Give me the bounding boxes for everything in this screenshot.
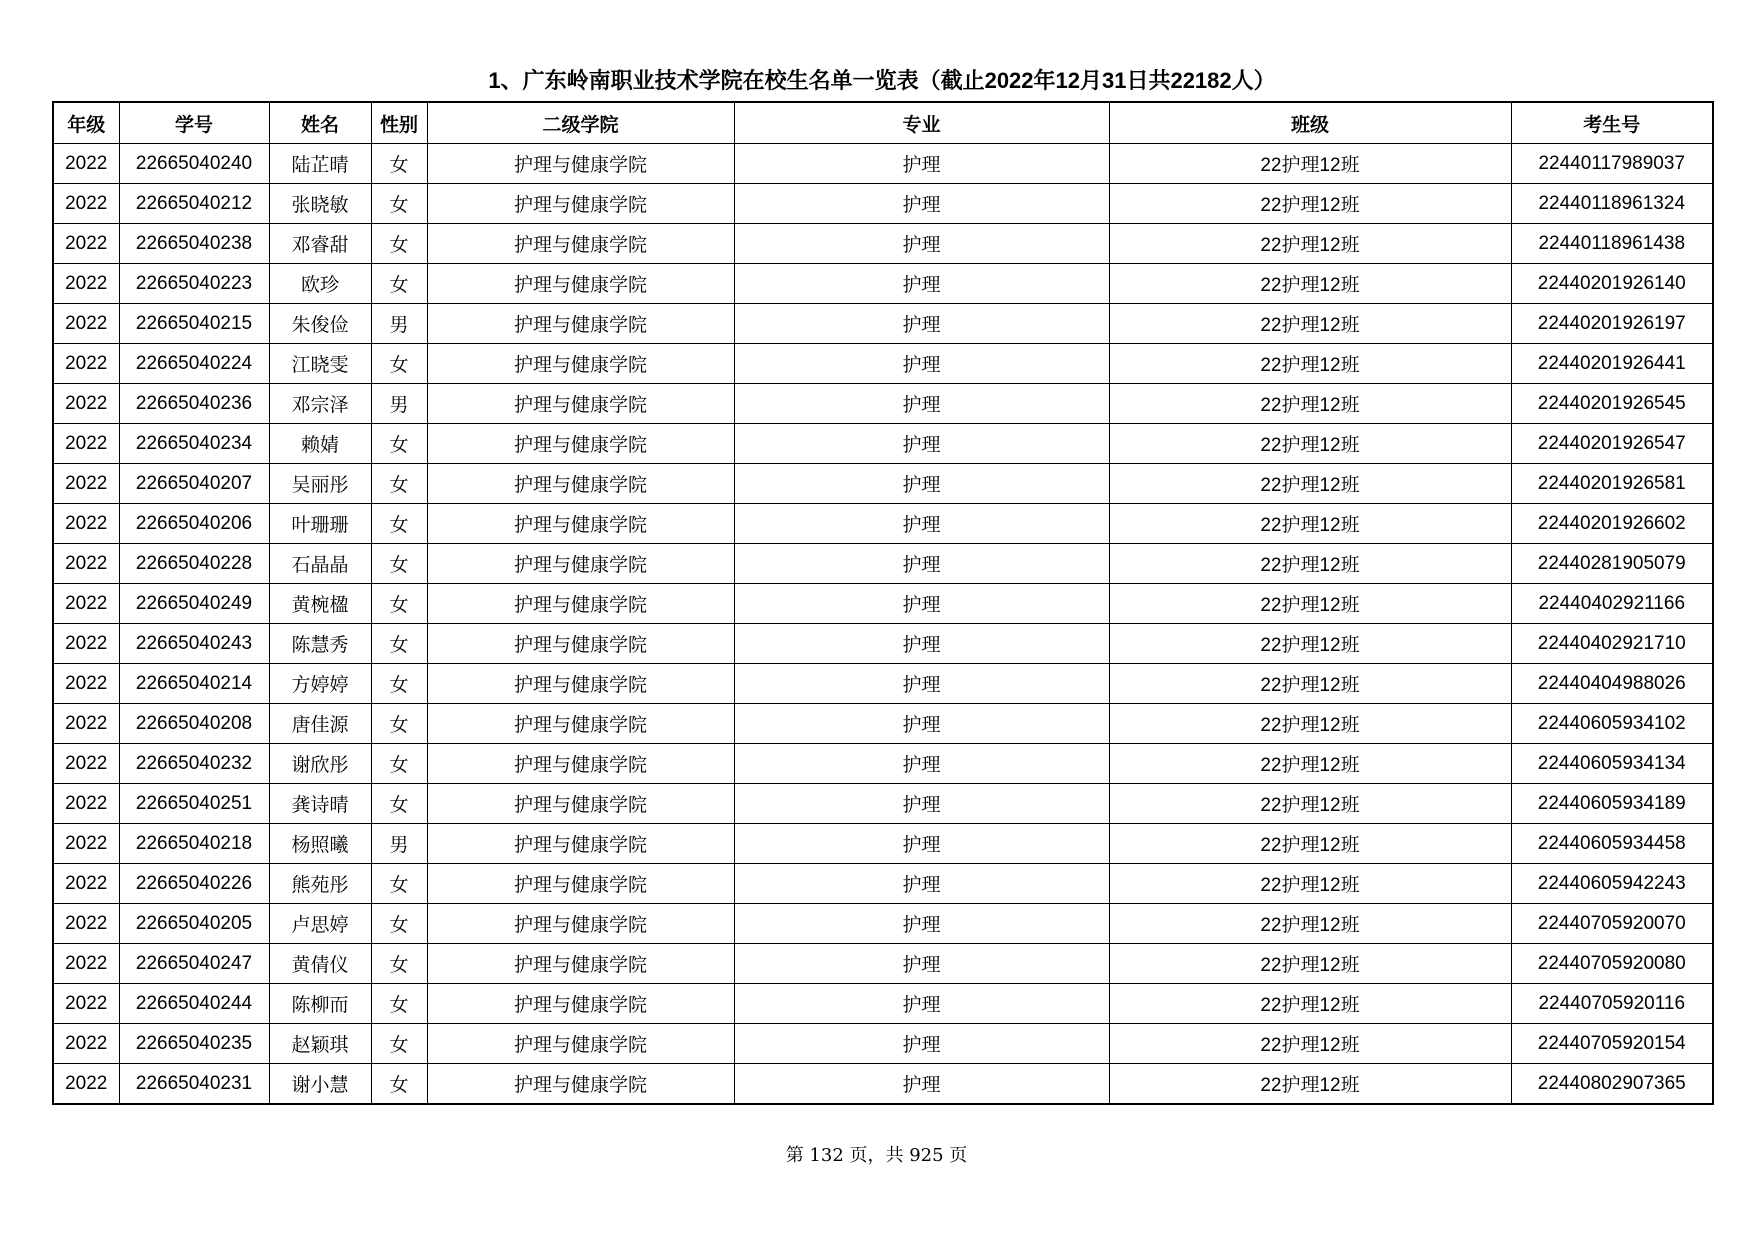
major-cell: 护理	[734, 1064, 1109, 1105]
student-id-cell: 22665040247	[119, 944, 269, 984]
header-gender: 性别	[371, 102, 427, 144]
grade-cell: 2022	[53, 1064, 119, 1105]
table-row	[53, 464, 1713, 504]
exam-number-cell: 22440705920116	[1511, 984, 1713, 1024]
student-id-cell: 22665040244	[119, 984, 269, 1024]
name-cell: 黄倩仪	[269, 944, 371, 984]
name-cell: 卢思婷	[269, 904, 371, 944]
class-cell: 22护理12班	[1109, 264, 1511, 304]
exam-number-cell: 22440201926197	[1511, 304, 1713, 344]
student-id-cell: 22665040224	[119, 344, 269, 384]
gender-cell: 女	[371, 144, 427, 184]
exam-number-cell: 22440402921166	[1511, 584, 1713, 624]
exam-number-cell: 22440118961324	[1511, 184, 1713, 224]
college-cell: 护理与健康学院	[427, 704, 734, 744]
exam-number-cell: 22440201926441	[1511, 344, 1713, 384]
name-cell: 张晓敏	[269, 184, 371, 224]
exam-number-cell: 22440802907365	[1511, 1064, 1713, 1105]
exam-number-cell: 22440605934189	[1511, 784, 1713, 824]
class-cell: 22护理12班	[1109, 544, 1511, 584]
gender-cell: 女	[371, 624, 427, 664]
table-row	[53, 744, 1713, 784]
major-cell: 护理	[734, 344, 1109, 384]
class-cell: 22护理12班	[1109, 1064, 1511, 1105]
exam-number-cell: 22440281905079	[1511, 544, 1713, 584]
class-cell: 22护理12班	[1109, 304, 1511, 344]
header-student-id: 学号	[119, 102, 269, 144]
class-cell: 22护理12班	[1109, 464, 1511, 504]
major-cell: 护理	[734, 984, 1109, 1024]
major-cell: 护理	[734, 464, 1109, 504]
gender-cell: 女	[371, 544, 427, 584]
exam-number-cell: 22440118961438	[1511, 224, 1713, 264]
class-cell: 22护理12班	[1109, 984, 1511, 1024]
exam-number-cell: 22440705920070	[1511, 904, 1713, 944]
grade-cell: 2022	[53, 1024, 119, 1064]
table-row	[53, 704, 1713, 744]
major-cell: 护理	[734, 904, 1109, 944]
class-cell: 22护理12班	[1109, 624, 1511, 664]
exam-number-cell: 22440705920080	[1511, 944, 1713, 984]
class-cell: 22护理12班	[1109, 384, 1511, 424]
college-cell: 护理与健康学院	[427, 424, 734, 464]
student-id-cell: 22665040243	[119, 624, 269, 664]
header-class: 班级	[1109, 102, 1511, 144]
student-id-cell: 22665040212	[119, 184, 269, 224]
name-cell: 朱俊俭	[269, 304, 371, 344]
student-id-cell: 22665040238	[119, 224, 269, 264]
name-cell: 黄椀楹	[269, 584, 371, 624]
student-roster-table	[52, 101, 1714, 1105]
major-cell: 护理	[734, 544, 1109, 584]
table-header-row	[53, 102, 1713, 144]
table-row	[53, 864, 1713, 904]
gender-cell: 女	[371, 504, 427, 544]
class-cell: 22护理12班	[1109, 184, 1511, 224]
table-row	[53, 384, 1713, 424]
gender-cell: 女	[371, 784, 427, 824]
name-cell: 陈慧秀	[269, 624, 371, 664]
grade-cell: 2022	[53, 704, 119, 744]
student-id-cell: 22665040234	[119, 424, 269, 464]
name-cell: 谢欣彤	[269, 744, 371, 784]
college-cell: 护理与健康学院	[427, 664, 734, 704]
major-cell: 护理	[734, 744, 1109, 784]
college-cell: 护理与健康学院	[427, 624, 734, 664]
exam-number-cell: 22440201926545	[1511, 384, 1713, 424]
gender-cell: 女	[371, 424, 427, 464]
major-cell: 护理	[734, 184, 1109, 224]
name-cell: 江晓雯	[269, 344, 371, 384]
class-cell: 22护理12班	[1109, 344, 1511, 384]
student-id-cell: 22665040251	[119, 784, 269, 824]
table-row	[53, 824, 1713, 864]
table-row	[53, 584, 1713, 624]
college-cell: 护理与健康学院	[427, 264, 734, 304]
page-footer: 第 132 页，共 925 页	[785, 1145, 968, 1166]
gender-cell: 女	[371, 744, 427, 784]
grade-cell: 2022	[53, 544, 119, 584]
college-cell: 护理与健康学院	[427, 504, 734, 544]
class-cell: 22护理12班	[1109, 704, 1511, 744]
major-cell: 护理	[734, 704, 1109, 744]
grade-cell: 2022	[53, 224, 119, 264]
table-row	[53, 184, 1713, 224]
student-id-cell: 22665040208	[119, 704, 269, 744]
exam-number-cell: 22440117989037	[1511, 144, 1713, 184]
grade-cell: 2022	[53, 464, 119, 504]
name-cell: 熊苑彤	[269, 864, 371, 904]
student-id-cell: 22665040218	[119, 824, 269, 864]
major-cell: 护理	[734, 384, 1109, 424]
name-cell: 龚诗晴	[269, 784, 371, 824]
grade-cell: 2022	[53, 784, 119, 824]
grade-cell: 2022	[53, 904, 119, 944]
gender-cell: 男	[371, 304, 427, 344]
table-row	[53, 264, 1713, 304]
header-exam-number: 考生号	[1511, 102, 1713, 144]
student-id-cell: 22665040236	[119, 384, 269, 424]
grade-cell: 2022	[53, 184, 119, 224]
gender-cell: 女	[371, 904, 427, 944]
grade-cell: 2022	[53, 824, 119, 864]
grade-cell: 2022	[53, 264, 119, 304]
class-cell: 22护理12班	[1109, 904, 1511, 944]
major-cell: 护理	[734, 144, 1109, 184]
student-id-cell: 22665040205	[119, 904, 269, 944]
name-cell: 谢小慧	[269, 1064, 371, 1105]
student-id-cell: 22665040249	[119, 584, 269, 624]
name-cell: 赵颖琪	[269, 1024, 371, 1064]
college-cell: 护理与健康学院	[427, 304, 734, 344]
table-row	[53, 904, 1713, 944]
major-cell: 护理	[734, 584, 1109, 624]
college-cell: 护理与健康学院	[427, 384, 734, 424]
student-id-cell: 22665040215	[119, 304, 269, 344]
grade-cell: 2022	[53, 144, 119, 184]
college-cell: 护理与健康学院	[427, 224, 734, 264]
class-cell: 22护理12班	[1109, 144, 1511, 184]
table-row	[53, 944, 1713, 984]
name-cell: 陈柳而	[269, 984, 371, 1024]
student-id-cell: 22665040226	[119, 864, 269, 904]
college-cell: 护理与健康学院	[427, 984, 734, 1024]
gender-cell: 女	[371, 704, 427, 744]
gender-cell: 男	[371, 384, 427, 424]
student-id-cell: 22665040206	[119, 504, 269, 544]
grade-cell: 2022	[53, 864, 119, 904]
class-cell: 22护理12班	[1109, 744, 1511, 784]
exam-number-cell: 22440402921710	[1511, 624, 1713, 664]
table-row	[53, 344, 1713, 384]
exam-number-cell: 22440201926547	[1511, 424, 1713, 464]
college-cell: 护理与健康学院	[427, 584, 734, 624]
major-cell: 护理	[734, 424, 1109, 464]
grade-cell: 2022	[53, 584, 119, 624]
table-row	[53, 1024, 1713, 1064]
name-cell: 陆芷晴	[269, 144, 371, 184]
class-cell: 22护理12班	[1109, 784, 1511, 824]
gender-cell: 女	[371, 264, 427, 304]
name-cell: 吴丽彤	[269, 464, 371, 504]
gender-cell: 女	[371, 184, 427, 224]
class-cell: 22护理12班	[1109, 864, 1511, 904]
student-id-cell: 22665040214	[119, 664, 269, 704]
college-cell: 护理与健康学院	[427, 344, 734, 384]
college-cell: 护理与健康学院	[427, 944, 734, 984]
college-cell: 护理与健康学院	[427, 144, 734, 184]
college-cell: 护理与健康学院	[427, 824, 734, 864]
gender-cell: 女	[371, 944, 427, 984]
table-row	[53, 144, 1713, 184]
class-cell: 22护理12班	[1109, 424, 1511, 464]
major-cell: 护理	[734, 864, 1109, 904]
grade-cell: 2022	[53, 304, 119, 344]
student-id-cell: 22665040231	[119, 1064, 269, 1105]
student-id-cell: 22665040228	[119, 544, 269, 584]
name-cell: 石晶晶	[269, 544, 371, 584]
class-cell: 22护理12班	[1109, 224, 1511, 264]
exam-number-cell: 22440201926602	[1511, 504, 1713, 544]
student-id-cell: 22665040232	[119, 744, 269, 784]
table-row	[53, 424, 1713, 464]
major-cell: 护理	[734, 1024, 1109, 1064]
college-cell: 护理与健康学院	[427, 184, 734, 224]
major-cell: 护理	[734, 664, 1109, 704]
exam-number-cell: 22440201926140	[1511, 264, 1713, 304]
table-row	[53, 504, 1713, 544]
grade-cell: 2022	[53, 504, 119, 544]
gender-cell: 男	[371, 824, 427, 864]
name-cell: 唐佳源	[269, 704, 371, 744]
gender-cell: 女	[371, 344, 427, 384]
gender-cell: 女	[371, 584, 427, 624]
header-major: 专业	[734, 102, 1109, 144]
header-college: 二级学院	[427, 102, 734, 144]
grade-cell: 2022	[53, 944, 119, 984]
exam-number-cell: 22440705920154	[1511, 1024, 1713, 1064]
name-cell: 邓宗泽	[269, 384, 371, 424]
grade-cell: 2022	[53, 624, 119, 664]
gender-cell: 女	[371, 664, 427, 704]
class-cell: 22护理12班	[1109, 1024, 1511, 1064]
gender-cell: 女	[371, 1064, 427, 1105]
college-cell: 护理与健康学院	[427, 464, 734, 504]
table-row	[53, 544, 1713, 584]
major-cell: 护理	[734, 624, 1109, 664]
major-cell: 护理	[734, 944, 1109, 984]
grade-cell: 2022	[53, 344, 119, 384]
grade-cell: 2022	[53, 744, 119, 784]
exam-number-cell: 22440605934134	[1511, 744, 1713, 784]
class-cell: 22护理12班	[1109, 584, 1511, 624]
table-row	[53, 624, 1713, 664]
student-id-cell: 22665040223	[119, 264, 269, 304]
document-title: 1、广东岭南职业技术学院在校生名单一览表（截止2022年12月31日共22182人）	[488, 68, 1276, 93]
gender-cell: 女	[371, 1024, 427, 1064]
class-cell: 22护理12班	[1109, 664, 1511, 704]
gender-cell: 女	[371, 864, 427, 904]
gender-cell: 女	[371, 984, 427, 1024]
exam-number-cell: 22440404988026	[1511, 664, 1713, 704]
grade-cell: 2022	[53, 424, 119, 464]
major-cell: 护理	[734, 304, 1109, 344]
name-cell: 方婷婷	[269, 664, 371, 704]
class-cell: 22护理12班	[1109, 504, 1511, 544]
exam-number-cell: 22440201926581	[1511, 464, 1713, 504]
header-name: 姓名	[269, 102, 371, 144]
college-cell: 护理与健康学院	[427, 904, 734, 944]
major-cell: 护理	[734, 824, 1109, 864]
college-cell: 护理与健康学院	[427, 784, 734, 824]
name-cell: 邓睿甜	[269, 224, 371, 264]
major-cell: 护理	[734, 504, 1109, 544]
name-cell: 杨照曦	[269, 824, 371, 864]
grade-cell: 2022	[53, 984, 119, 1024]
student-id-cell: 22665040240	[119, 144, 269, 184]
college-cell: 护理与健康学院	[427, 544, 734, 584]
table-row	[53, 1064, 1713, 1105]
college-cell: 护理与健康学院	[427, 1024, 734, 1064]
header-grade: 年级	[53, 102, 119, 144]
name-cell: 欧珍	[269, 264, 371, 304]
exam-number-cell: 22440605942243	[1511, 864, 1713, 904]
gender-cell: 女	[371, 464, 427, 504]
grade-cell: 2022	[53, 664, 119, 704]
college-cell: 护理与健康学院	[427, 864, 734, 904]
table-row	[53, 664, 1713, 704]
table-row	[53, 784, 1713, 824]
student-id-cell: 22665040235	[119, 1024, 269, 1064]
class-cell: 22护理12班	[1109, 944, 1511, 984]
student-id-cell: 22665040207	[119, 464, 269, 504]
name-cell: 叶珊珊	[269, 504, 371, 544]
college-cell: 护理与健康学院	[427, 744, 734, 784]
name-cell: 赖婧	[269, 424, 371, 464]
major-cell: 护理	[734, 224, 1109, 264]
table-row	[53, 224, 1713, 264]
table-row	[53, 304, 1713, 344]
major-cell: 护理	[734, 784, 1109, 824]
exam-number-cell: 22440605934458	[1511, 824, 1713, 864]
major-cell: 护理	[734, 264, 1109, 304]
exam-number-cell: 22440605934102	[1511, 704, 1713, 744]
gender-cell: 女	[371, 224, 427, 264]
table-body	[53, 144, 1713, 1105]
grade-cell: 2022	[53, 384, 119, 424]
college-cell: 护理与健康学院	[427, 1064, 734, 1105]
table-row	[53, 984, 1713, 1024]
class-cell: 22护理12班	[1109, 824, 1511, 864]
